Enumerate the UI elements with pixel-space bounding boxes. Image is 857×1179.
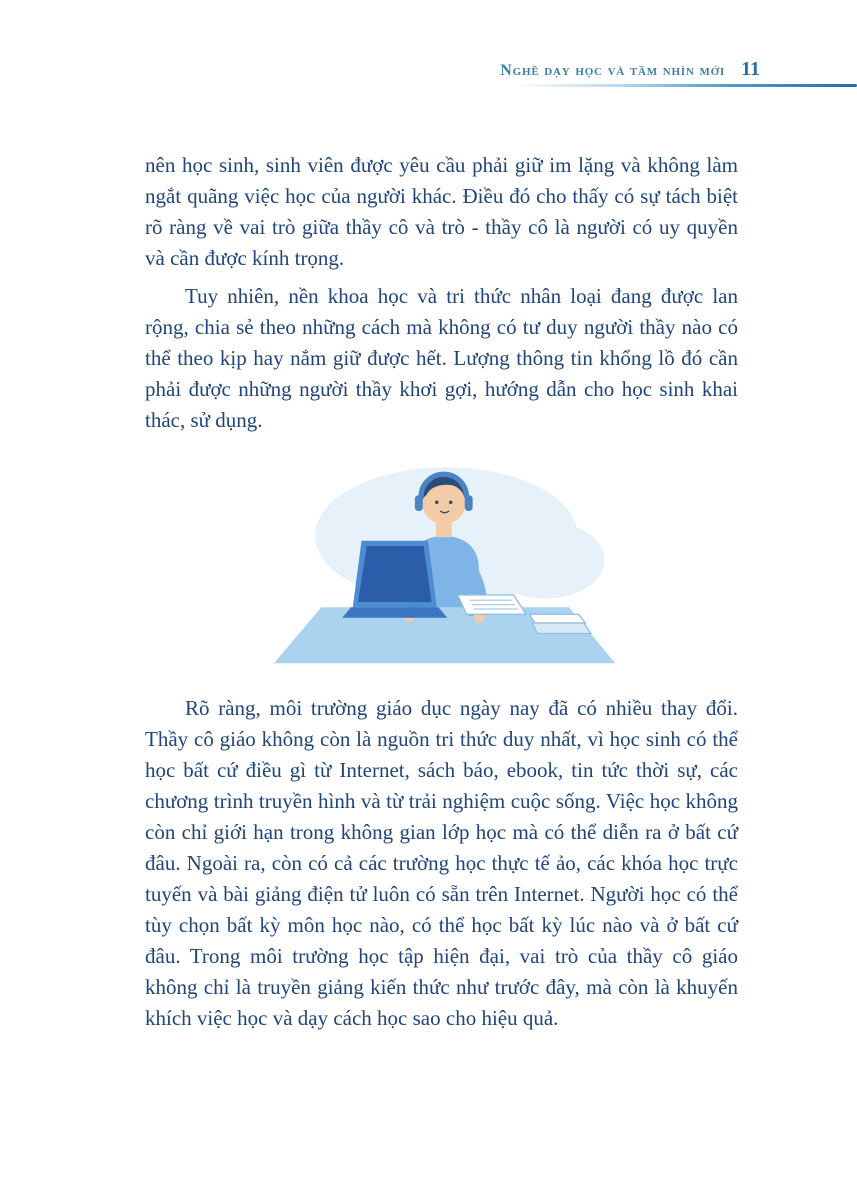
paragraph: Rõ ràng, môi trường giáo dục ngày nay đã có nhiều thay đổi. Thầy cô giáo không còn là nguồn tri thức duy nhất, vì học sinh có thể học bất cứ điều gì từ Internet, sách báo, ebook, tin tức thời sự, các chương trình truyền hình và từ trải nghiệm cuộc sống. Việc học không còn chỉ giới hạn trong không gian lớp học mà có thể diễn ra ở bất cứ đâu. Ngoài ra, còn có cả các trường học thực tế ảo, các khóa học trực tuyến và bài giảng điện tử luôn có sẵn trên Internet. Người học có thể tùy chọn bất kỳ môn học nào, có thể học bất kỳ lúc nào và ở bất cứ đâu. Trong môi trường học tập hiện đại, vai trò của thầy cô giáo không chỉ là truyền giảng kiến thức như trước đây, mà còn là khuyến khích việc học và dạy cách học sao cho hiệu quả.: [145, 695, 738, 1030]
paragraph: nên học sinh, sinh viên được yêu cầu phải giữ im lặng và không làm ngắt quãng việc học của người khác. Điều đó cho thấy có sự tách biệt rõ ràng về vai trò giữa thầy cô và trò - thầy cô là người có uy quyền và cần được kính trọng.: [145, 153, 738, 270]
student-illustration-svg: [267, 448, 617, 667]
student-at-desk-illustration: [267, 448, 617, 667]
running-head: [500, 58, 760, 81]
page-header: [0, 58, 857, 92]
chapter-title: Nghề dạy học và tầm nhìn mới: [500, 62, 726, 79]
body-text: [145, 150, 738, 1041]
paragraph: Tuy nhiên, nền khoa học và tri thức nhân loại đang được lan rộng, chia sẻ theo những cách mà không có tư duy người thầy nào có thể theo kịp hay nắm giữ được hết. Lượng thông tin khổng lồ đó cần phải được những người thầy khơi gợi, hướng dẫn cho học sinh khai thác, sử dụng.: [145, 284, 738, 432]
page-number: 11: [741, 58, 760, 80]
header-rule-line: [515, 84, 857, 87]
